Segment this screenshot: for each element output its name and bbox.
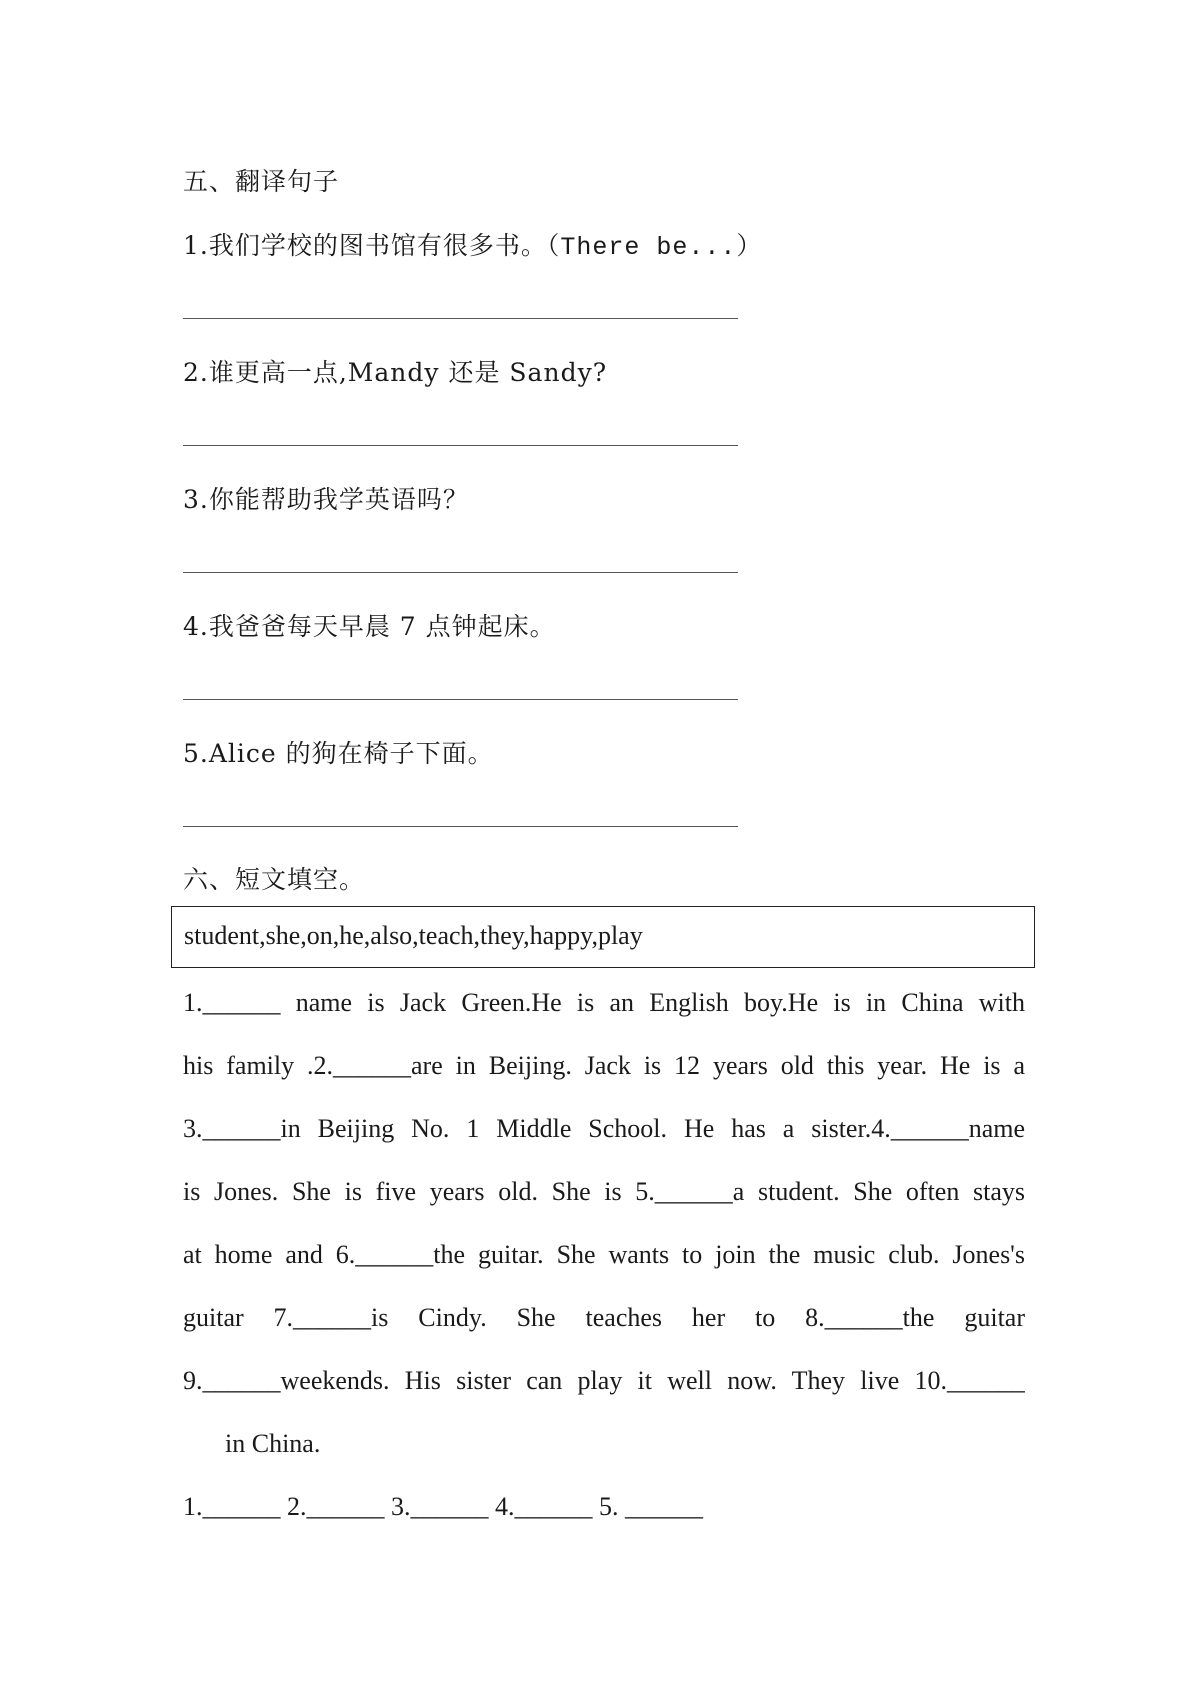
item-number: 2. [183, 358, 209, 387]
word-bank-text: student,she,on,he,also,teach,they,happy,play [184, 921, 643, 950]
word-bank-box [171, 906, 1035, 968]
answer-line-4[interactable] [183, 699, 738, 700]
item-number: 3. [183, 485, 209, 514]
passage-line-1: 1.______ name is Jack Green.He is an English boy.He is in China with [183, 988, 1025, 1017]
passage-line-4: is Jones. She is five years old. She is 5.______a student. She often stays [183, 1177, 1025, 1206]
translation-item-4 [183, 607, 556, 643]
item-number: 4. [183, 612, 209, 641]
item-text: 我们学校的图书馆有很多书。 [208, 231, 547, 260]
answer-line-5[interactable] [183, 826, 738, 827]
item-number: 5. [183, 739, 209, 768]
answer-blanks-row[interactable]: 1.______ 2.______ 3.______ 4.______ 5. ______ [183, 1492, 703, 1521]
translation-item-5 [183, 734, 494, 770]
section-6-title: 六、短文填空。 [183, 865, 366, 894]
item-text: Alice 的狗在椅子下面。 [208, 739, 494, 768]
item-text: 你能帮助我学英语吗？ [208, 485, 469, 514]
passage-line-6: guitar 7.______is Cindy. She teaches her to 8.______the guitar [183, 1303, 1025, 1332]
answer-line-1[interactable] [183, 318, 738, 319]
passage-line-3: 3.______in Beijing No. 1 Middle School. He has a sister.4.______name [183, 1114, 1025, 1143]
item-text: 谁更高一点,Mandy 还是 Sandy? [208, 358, 608, 387]
passage-line-7: 9.______weekends. His sister can play it well now. They live 10.______ [183, 1366, 1025, 1395]
passage-line-2: his family .2.______are in Beijing. Jack is 12 years old this year. He is a [183, 1051, 1025, 1080]
section-5-title: 五、翻译句子 [183, 167, 340, 196]
passage-last-line: in China. [225, 1429, 321, 1458]
answer-line-3[interactable] [183, 572, 738, 573]
translation-item-3 [183, 480, 469, 516]
item-text: 我爸爸每天早晨 7 点钟起床。 [208, 612, 556, 641]
item-number: 1. [183, 231, 209, 260]
translation-item-2 [183, 353, 607, 389]
answer-line-2[interactable] [183, 445, 738, 446]
item-hint: （There be...） [546, 233, 763, 262]
passage-line-5: at home and 6.______the guitar. She wants to join the music club. Jones's [183, 1240, 1025, 1269]
translation-item-1 [183, 226, 762, 262]
